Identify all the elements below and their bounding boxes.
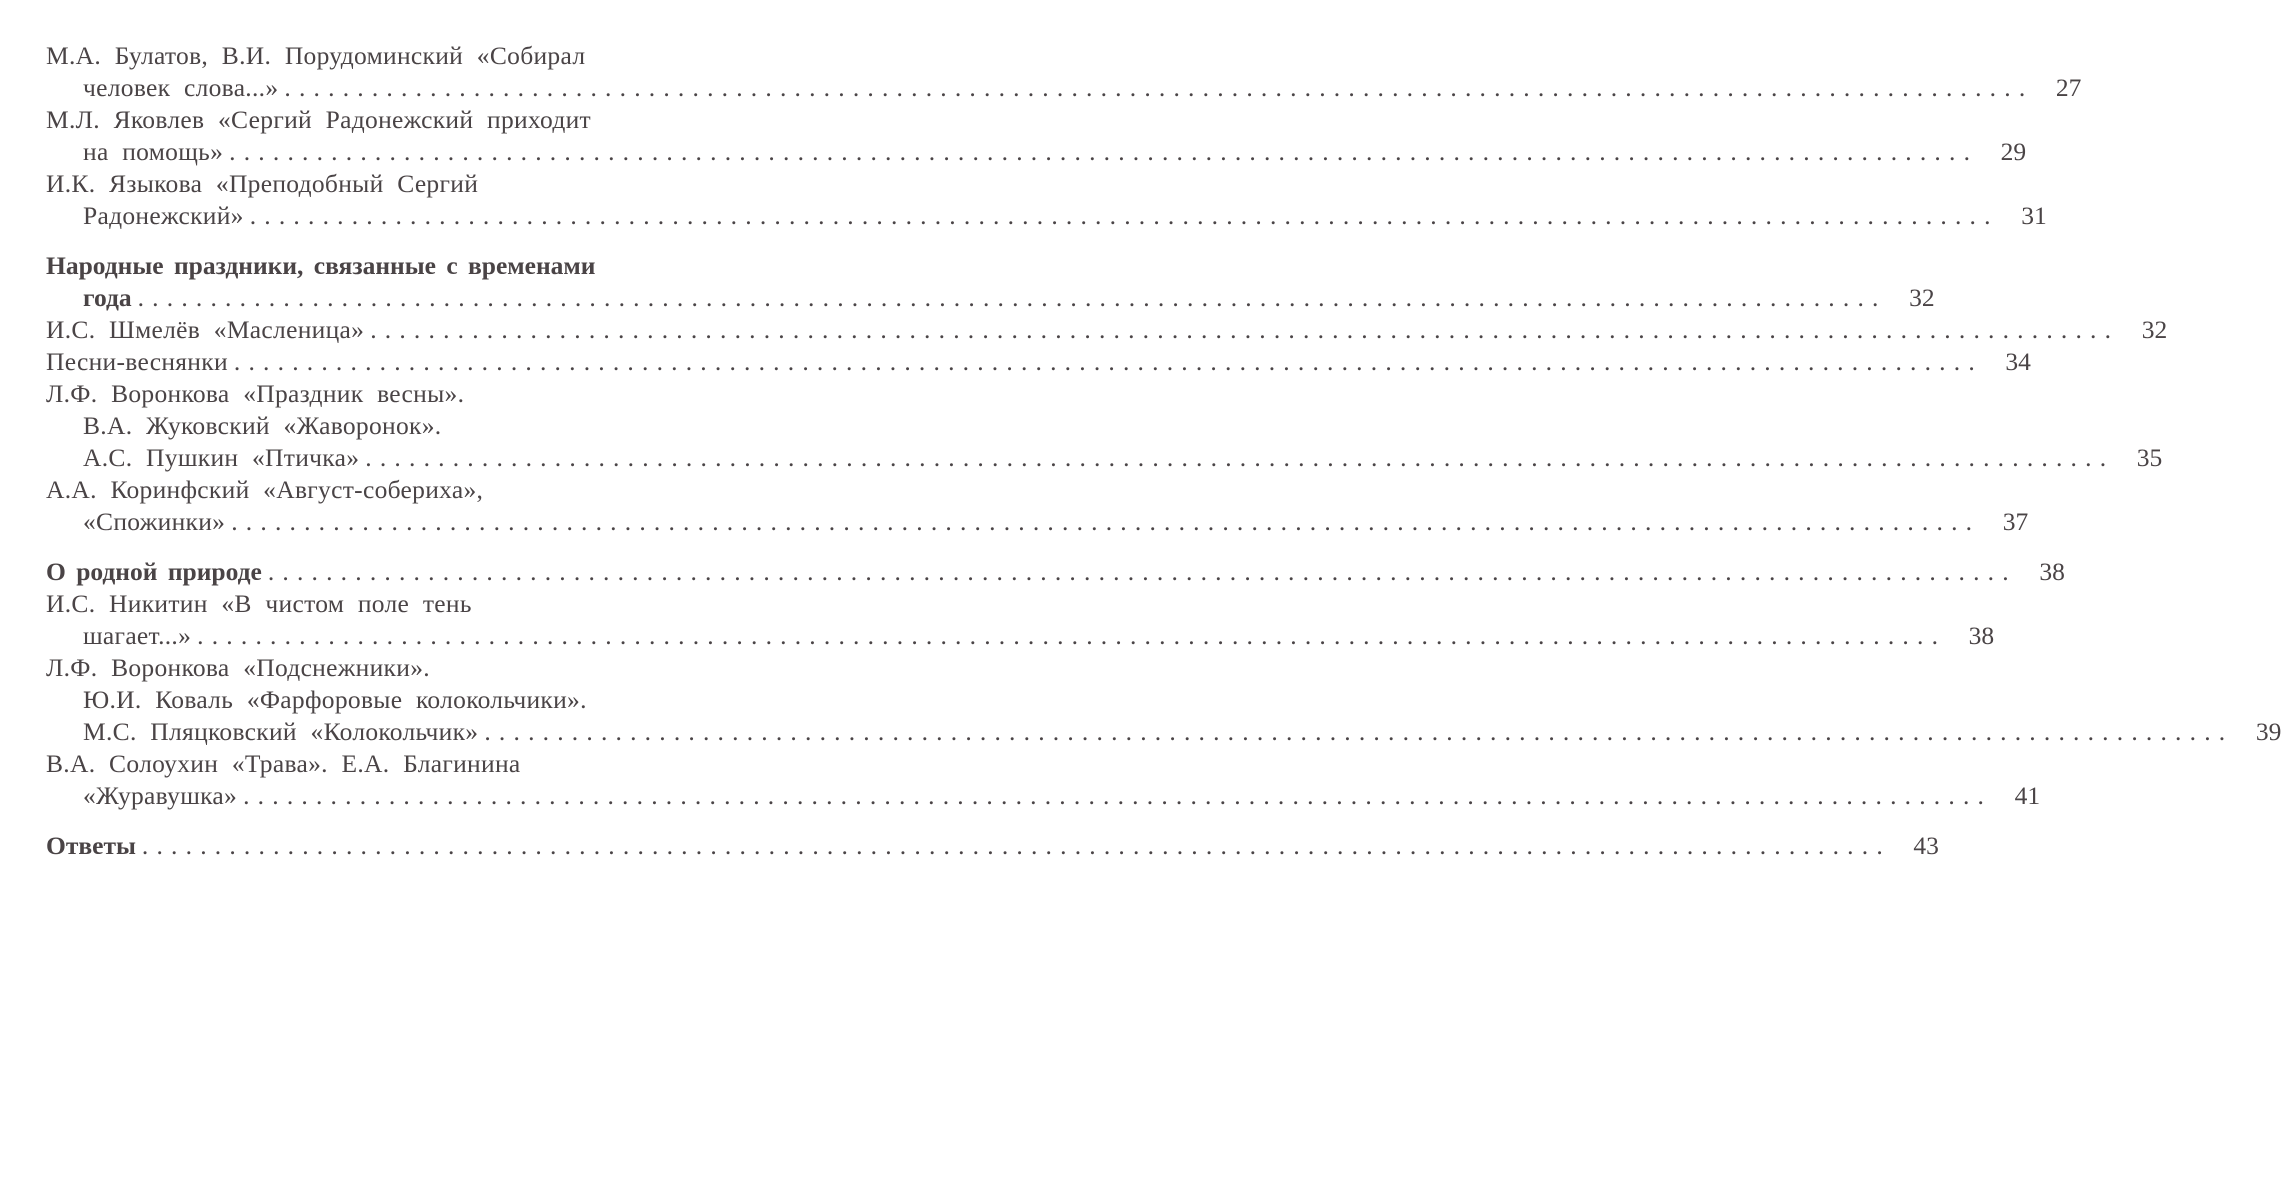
toc-line-text: Песни-веснянки [46,347,228,376]
dot-leader: ........................................................................................................................ [229,137,1979,166]
toc-entry [46,588,1995,652]
toc-section [46,830,1939,862]
toc-line-text: «Спожинки» [83,507,226,536]
dot-leader: ........................................................................................................................ [284,73,2034,102]
toc-entry [46,314,2168,346]
dot-leader: ........................................................................................................................ [137,283,1887,312]
toc-line-text: Л.Ф. Воронкова «Подснежники». [46,653,430,682]
toc-line-text: человек слова...» [83,73,279,102]
toc-line [46,410,832,442]
page-number: 38 [2039,557,2065,586]
page-number: 43 [1913,831,1939,860]
toc-line [46,684,832,716]
toc-entry [46,346,2031,378]
toc-entry [46,378,2163,474]
toc-line-text: Ответы [46,831,136,860]
toc-line-text: И.С. Шмелёв «Масленица» [46,315,365,344]
page-number: 32 [2141,315,2168,344]
toc-line [46,378,832,410]
page-number: 34 [2005,347,2031,376]
toc-line-text: М.А. Булатов, В.И. Порудоминский «Собирал [46,41,586,70]
toc-line [46,780,2041,812]
toc-line-text: И.С. Никитин «В чистом поле тень [46,589,472,618]
toc-entry [46,40,2082,104]
dot-leader: ........................................................................................................................ [141,831,1891,860]
toc-section [46,556,2065,588]
toc-entry [46,104,2027,168]
page-number: 41 [2014,781,2041,810]
toc-line [46,104,832,136]
dot-leader: ........................................................................................................................ [249,201,1999,230]
toc-line [46,282,1935,314]
table-of-contents [46,40,2281,862]
toc-line [46,314,2168,346]
toc-section [46,250,1935,314]
toc-line [46,474,832,506]
toc-line-text: Народные праздники, связанные с временами [46,251,596,280]
toc-line [46,40,832,72]
dot-leader: ........................................................................................................................ [365,443,2115,472]
page-number: 38 [1968,621,1995,650]
toc-line-text: М.С. Пляцковский «Колокольчик» [83,717,479,746]
toc-line [46,748,832,780]
toc-line-text: М.Л. Яковлев «Сергий Радонежский приходит [46,105,591,134]
dot-leader: ........................................................................................................................ [197,621,1947,650]
toc-line-text: Ю.И. Коваль «Фарфоровые колокольчики». [83,685,587,714]
toc-line-text: В.А. Жуковский «Жаворонок». [83,411,442,440]
toc-line-text: года [83,283,132,312]
toc-line [46,346,2031,378]
toc-line [46,830,1939,862]
dot-leader: ........................................................................................................................ [267,557,2017,586]
toc-line-text: А.С. Пушкин «Птичка» [83,443,360,472]
toc-line [46,620,1995,652]
page-number: 29 [2000,137,2027,166]
dot-leader: ........................................................................................................................ [233,347,1983,376]
toc-line-text: А.А. Коринфский «Август-собериха», [46,475,484,504]
toc-entry [46,748,2041,812]
dot-leader: ........................................................................................................................ [243,781,1993,810]
dot-leader: ........................................................................................................................ [231,507,1981,536]
toc-entry [46,652,2281,748]
toc-line [46,72,2082,104]
toc-line-text: Л.Ф. Воронкова «Праздник весны». [46,379,465,408]
toc-line [46,168,832,200]
page-number: 27 [2055,73,2082,102]
toc-line-text: О родной природе [46,557,262,586]
page-number: 35 [2136,443,2163,472]
dot-leader: ........................................................................................................................ [484,717,2234,746]
page-number: 37 [2002,507,2029,536]
dot-leader: ........................................................................................................................ [370,315,2120,344]
toc-line-text: на помощь» [83,137,224,166]
toc-line [46,250,832,282]
toc-line [46,200,2047,232]
toc-line [46,716,2281,748]
toc-line-text: «Журавушка» [83,781,238,810]
toc-line [46,652,832,684]
toc-line-text: И.К. Языкова «Преподобный Сергий [46,169,479,198]
toc-line-text: В.А. Солоухин «Трава». Е.А. Благинина [46,749,521,778]
toc-line-text: Радонежский» [83,201,244,230]
toc-line [46,506,2029,538]
toc-line [46,136,2027,168]
page-number: 32 [1909,283,1935,312]
toc-line [46,442,2163,474]
toc-entry [46,168,2047,232]
toc-entry [46,474,2029,538]
toc-line [46,588,832,620]
page-number: 39 [2255,717,2281,746]
toc-line-text: шагает...» [83,621,192,650]
toc-line [46,556,2065,588]
page-number: 31 [2021,201,2047,230]
